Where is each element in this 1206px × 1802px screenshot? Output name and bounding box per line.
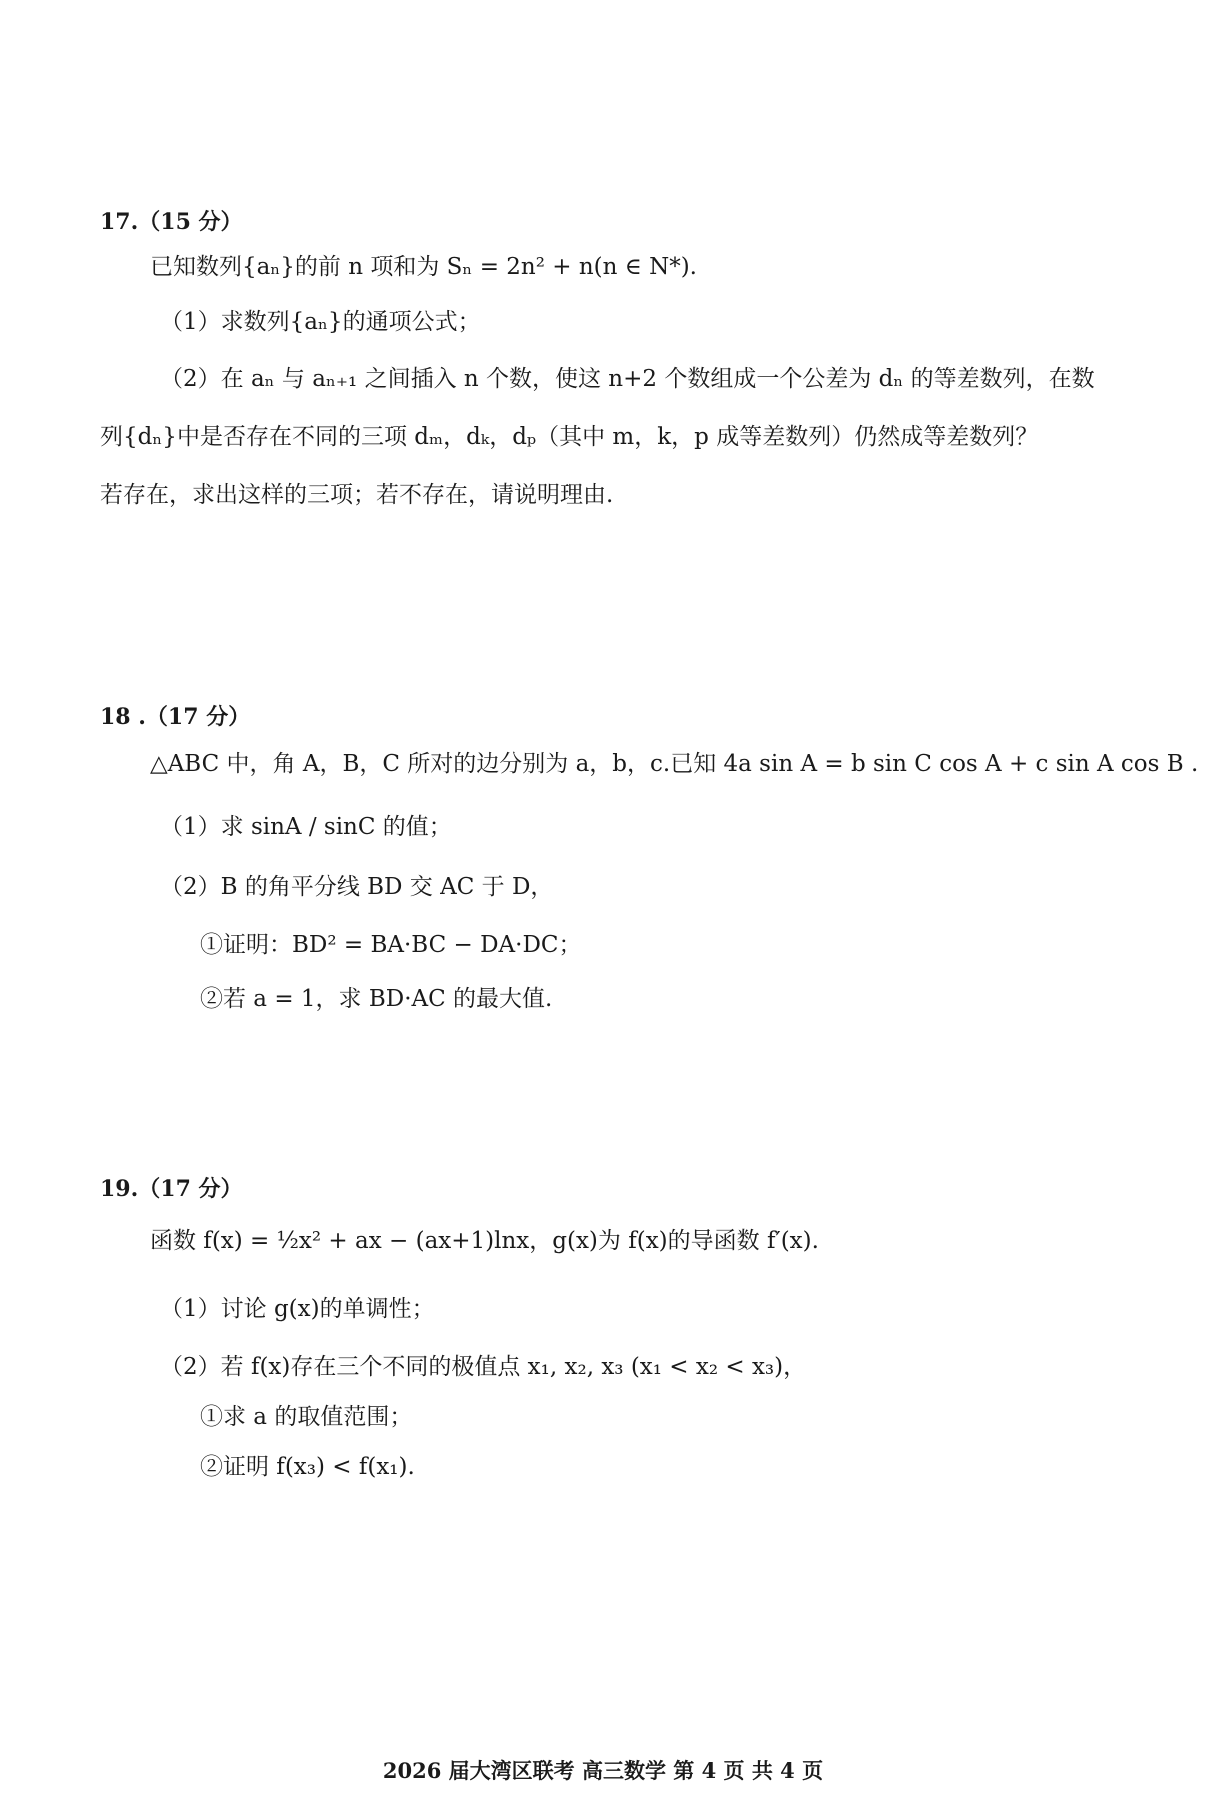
question-17-part-2-line-3: 若存在，求出这样的三项；若不存在，请说明理由.	[100, 482, 614, 508]
question-17-part-2-line-1: （2）在 aₙ 与 aₙ₊₁ 之间插入 n 个数，使这 n+2 个数组成一个公差为 dₙ 的等差数列，在数	[160, 366, 1095, 392]
question-18-part-2-sub-2: ②若 a = 1，求 BD·AC 的最大值.	[200, 986, 553, 1012]
question-18-stem: △ABC 中，角 A，B，C 所对的边分别为 a，b，c.已知 4a sin A = b sin C cos A + c sin A cos B .	[150, 751, 1199, 777]
question-19-part-1: （1）讨论 g(x)的单调性；	[160, 1296, 435, 1322]
question-19-part-2-sub-2: ②证明 f(x₃) < f(x₁).	[200, 1454, 415, 1480]
question-18-part-2: （2）B 的角平分线 BD 交 AC 于 D，	[160, 874, 554, 900]
question-18-part-1: （1）求 sinA / sinC 的值；	[160, 814, 452, 840]
question-17-header: 17.（15 分）	[100, 209, 243, 235]
question-17-stem: 已知数列{aₙ}的前 n 项和为 Sₙ = 2n² + n(n ∈ N*).	[150, 254, 697, 280]
question-19-stem: 函数 f(x) = ½x² + ax − (ax+1)lnx，g(x)为 f(x)的导函数 f′(x).	[150, 1228, 819, 1254]
question-17-part-2-line-2: 列{dₙ}中是否存在不同的三项 dₘ，dₖ，dₚ（其中 m，k，p 成等差数列）仍然成等差数列？	[100, 424, 1039, 450]
question-18-header: 18 .（17 分）	[100, 704, 251, 730]
question-19-part-2-sub-1: ①求 a 的取值范围；	[200, 1404, 413, 1430]
question-19-header: 19.（17 分）	[100, 1176, 243, 1202]
question-19-part-2: （2）若 f(x)存在三个不同的极值点 x₁, x₂, x₃ (x₁ < x₂ < x₃)，	[160, 1354, 807, 1380]
question-18-part-2-sub-1: ①证明：BD² = BA·BC − DA·DC；	[200, 932, 582, 958]
page-footer: 2026 届大湾区联考 高三数学 第 4 页 共 4 页	[382, 1758, 824, 1783]
question-17-part-1: （1）求数列{aₙ}的通项公式；	[160, 309, 481, 335]
